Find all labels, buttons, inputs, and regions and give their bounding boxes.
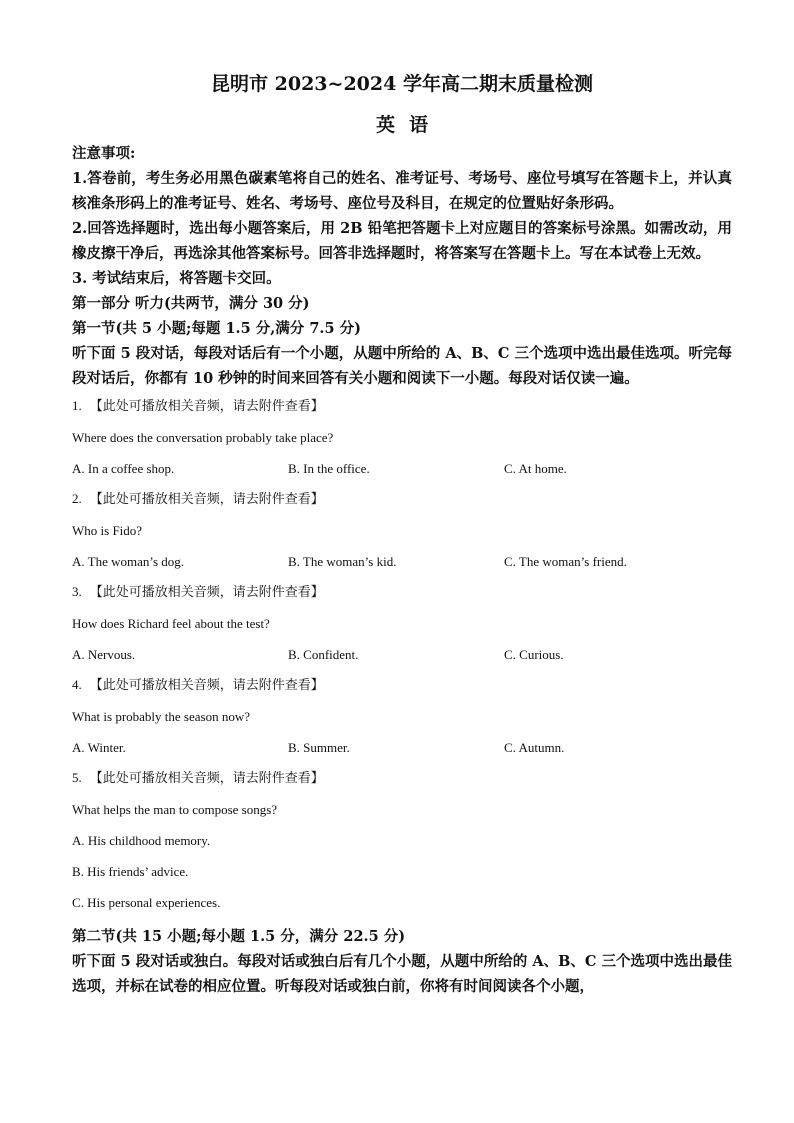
part1-heading: 第一部分 听力(共两节，满分 30 分) xyxy=(72,295,310,312)
option-c: C. At home. xyxy=(504,461,567,476)
option-c: C. Curious. xyxy=(504,647,564,662)
audio-note-text: 【此处可播放相关音频，请去附件查看】 xyxy=(89,584,324,599)
option-c: C. His personal experiences. xyxy=(72,895,221,910)
audio-note-text: 【此处可播放相关音频，请去附件查看】 xyxy=(89,770,324,785)
section1-instructions: 听下面 5 段对话，每段对话后有一个小题，从题中所给的 A、B、C 三个选项中选出最佳选项。听完每段对话后，你都有 10 秒钟的时间来回答有关小题和阅读下一小题。每段对话仅读一遍。 xyxy=(72,345,732,387)
option-a: A. Winter. xyxy=(72,740,126,755)
option-b: B. His friends’ advice. xyxy=(72,864,189,879)
question-audio-note[interactable] xyxy=(72,484,732,515)
question-5 xyxy=(72,763,732,918)
note-item-2: 2.回答选择题时，选出每小题答案后，用 2B 铅笔把答题卡上对应题目的答案标号涂黑。如需改动，用橡皮擦干净后，再选涂其他答案标号。回答非选择题时，将答案写在答题卡上。写在本试卷上无效。 xyxy=(72,220,732,262)
option-a: A. Nervous. xyxy=(72,647,136,662)
question-number: 5. xyxy=(72,770,82,785)
question-audio-note[interactable] xyxy=(72,391,732,422)
subject-title: 英语 xyxy=(375,114,442,136)
option-a: A. His childhood memory. xyxy=(72,833,211,848)
option-a: A. In a coffee shop. xyxy=(72,461,175,476)
audio-note-text: 【此处可播放相关音频，请去附件查看】 xyxy=(89,677,324,692)
notes-heading: 注意事项: xyxy=(72,145,136,162)
question-2 xyxy=(72,484,732,577)
audio-note-text: 【此处可播放相关音频，请去附件查看】 xyxy=(89,398,324,413)
note-item-1: 1.答卷前，考生务必用黑色碳素笔将自己的姓名、准考证号、考场号、座位号填写在答题卡上，并认真核准条形码上的准考证号、姓名、考场号、座位号及科目，在规定的位置贴好条形码。 xyxy=(72,170,732,212)
question-audio-note[interactable] xyxy=(72,577,732,608)
question-text: How does Richard feel about the test? xyxy=(72,616,270,631)
note-item-3: 3. 考试结束后，将答题卡交回。 xyxy=(72,270,281,287)
option-c: C. Autumn. xyxy=(504,740,565,755)
options-row xyxy=(72,639,732,670)
question-number: 3. xyxy=(72,584,82,599)
options-row xyxy=(72,546,732,577)
options-row xyxy=(72,453,732,484)
option-b: B. Summer. xyxy=(288,740,350,755)
question-4 xyxy=(72,670,732,763)
question-text: What helps the man to compose songs? xyxy=(72,802,278,817)
option-a: A. The woman’s dog. xyxy=(72,554,185,569)
exam-title: 昆明市 2023~2024 学年高二期末质量检测 xyxy=(211,73,593,95)
question-1 xyxy=(72,391,732,484)
question-text: Where does the conversation probably take place? xyxy=(72,430,334,445)
question-audio-note[interactable] xyxy=(72,763,732,794)
option-b: B. The woman’s kid. xyxy=(288,554,397,569)
option-c: C. The woman’s friend. xyxy=(504,554,627,569)
question-3 xyxy=(72,577,732,670)
option-b: B. In the office. xyxy=(288,461,370,476)
exam-page xyxy=(72,70,732,999)
question-number: 2. xyxy=(72,491,82,506)
question-text: Who is Fido? xyxy=(72,523,143,538)
question-audio-note[interactable] xyxy=(72,670,732,701)
section1-heading: 第一节(共 5 小题;每题 1.5 分,满分 7.5 分) xyxy=(72,320,361,337)
question-number: 4. xyxy=(72,677,82,692)
question-text: What is probably the season now? xyxy=(72,709,250,724)
audio-note-text: 【此处可播放相关音频，请去附件查看】 xyxy=(89,491,324,506)
notes-section xyxy=(72,141,732,291)
option-b: B. Confident. xyxy=(288,647,359,662)
options-row xyxy=(72,732,732,763)
section2-heading: 第二节(共 15 小题;每小题 1.5 分，满分 22.5 分) xyxy=(72,928,406,945)
section2-instructions: 听下面 5 段对话或独白。每段对话或独白后有几个小题，从题中所给的 A、B、C 三个选项中选出最佳选项，并标在试卷的相应位置。听每段对话或独白前，你将有时间阅读各个小题， xyxy=(72,953,732,995)
question-number: 1. xyxy=(72,398,82,413)
